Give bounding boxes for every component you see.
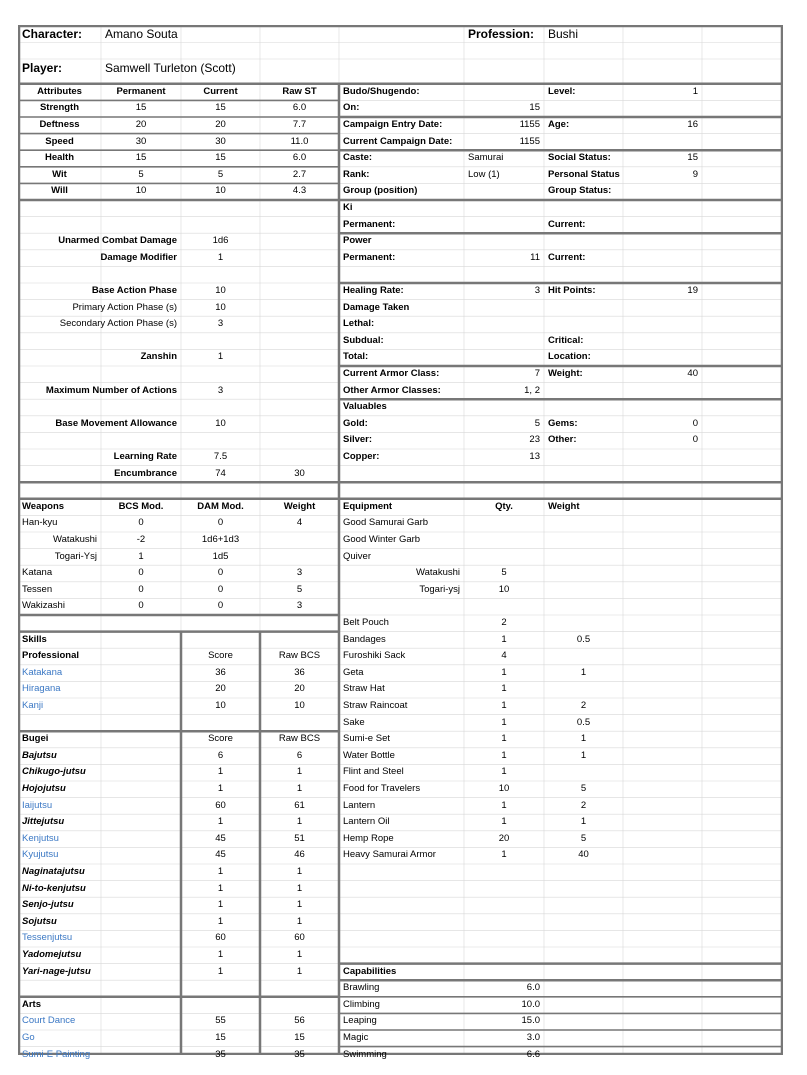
secondary-action-phase-label: Secondary Action Phase (s) bbox=[59, 318, 177, 330]
weapon-value: 4 bbox=[296, 517, 303, 529]
equipment-name: Bandages bbox=[343, 633, 386, 645]
equipment-name: Good Samurai Garb bbox=[343, 517, 429, 529]
skill-score: 45 bbox=[215, 832, 226, 844]
gold-label: Gold: bbox=[343, 417, 368, 429]
weapon-value: 0 bbox=[217, 567, 224, 579]
bugei-header: Score bbox=[208, 733, 233, 745]
skill-name: Sojutsu bbox=[22, 915, 57, 927]
equipment-weight: 0.5 bbox=[576, 633, 591, 645]
other-label: Other: bbox=[548, 434, 577, 446]
base-movement-label: Base Movement Allowance bbox=[55, 417, 177, 429]
skill-score: 36 bbox=[215, 666, 226, 678]
skill-score: 1 bbox=[217, 899, 224, 911]
damage-label: Damage Taken bbox=[343, 301, 410, 313]
skill-raw-bcs: 1 bbox=[296, 816, 303, 828]
weapon-name: Watakushi bbox=[53, 534, 97, 545]
equipment-qty: 1 bbox=[501, 716, 507, 728]
skill-score: 35 bbox=[215, 1048, 226, 1060]
social: 15 bbox=[687, 152, 698, 164]
arts-header: Arts bbox=[22, 998, 42, 1010]
attr-value: 30 bbox=[135, 135, 147, 147]
current-date: 1155 bbox=[519, 135, 540, 147]
weapon-value: 0 bbox=[138, 583, 144, 595]
player-label: Player: bbox=[22, 61, 63, 75]
capability-value: 6.6 bbox=[526, 1048, 540, 1060]
capability-name: Swimming bbox=[343, 1048, 387, 1060]
equipment-qty: 4 bbox=[501, 650, 507, 662]
zanshin-label: Zanshin bbox=[140, 351, 177, 363]
skill-raw-bcs: 1 bbox=[296, 783, 303, 794]
weapon-value: 0 bbox=[217, 517, 224, 529]
power-perm: 11 bbox=[530, 251, 540, 263]
unarmed-damage-label: Unarmed Combat Damage bbox=[58, 235, 177, 247]
skill-raw-bcs: 46 bbox=[294, 849, 305, 861]
skill-score: 1 bbox=[217, 816, 224, 828]
skill-raw-bcs: 60 bbox=[294, 932, 305, 944]
professional-header: Raw BCS bbox=[278, 650, 321, 662]
damage-modifier-value: 1 bbox=[217, 251, 224, 263]
power-perm-label: Permanent: bbox=[343, 251, 396, 263]
skill-raw-bcs: 20 bbox=[294, 683, 305, 695]
attr-value: 10 bbox=[135, 185, 147, 197]
equipment-name: Togari-ysj bbox=[419, 583, 460, 595]
copper: 13 bbox=[529, 451, 540, 462]
attr-header: Raw ST bbox=[282, 85, 317, 97]
skill-name: Kenjutsu bbox=[22, 832, 59, 844]
current-date-label: Current Campaign Date: bbox=[343, 135, 453, 147]
character-sheet bbox=[18, 25, 783, 1060]
skill-name: Court Dance bbox=[22, 1015, 76, 1027]
attr-header: Attributes bbox=[37, 85, 82, 97]
attr-value: 5 bbox=[217, 168, 224, 180]
equipment-header: Qty. bbox=[495, 500, 513, 512]
weapon-value: 3 bbox=[296, 567, 303, 579]
age-label: Age: bbox=[548, 119, 570, 130]
equipment-name: Straw Hat bbox=[343, 683, 385, 695]
attr-name: Speed bbox=[45, 135, 74, 147]
equipment-weight: 0.5 bbox=[576, 716, 591, 728]
professional-header: Score bbox=[208, 650, 233, 662]
equipment-qty: 1 bbox=[501, 666, 507, 678]
weight-label: Weight: bbox=[548, 368, 583, 379]
weapon-value bbox=[264, 551, 335, 563]
ki-cur-label: Current: bbox=[548, 218, 586, 230]
capabilities-title: Capabilities bbox=[343, 965, 397, 977]
equipment-name: Belt Pouch bbox=[343, 617, 389, 628]
location-label: Location: bbox=[548, 351, 591, 363]
skill-name: Iaijutsu bbox=[22, 799, 53, 811]
skill-raw-bcs: 1 bbox=[296, 915, 303, 927]
equipment-qty: 10 bbox=[498, 583, 510, 595]
age: 16 bbox=[687, 119, 698, 130]
weapon-name: Katana bbox=[22, 567, 53, 579]
attr-value: 15 bbox=[135, 152, 147, 164]
skill-name: Jittejutsu bbox=[22, 816, 65, 828]
attr-name: Health bbox=[44, 152, 75, 164]
skill-name: Yadomejutsu bbox=[22, 949, 82, 960]
capability-value: 15.0 bbox=[521, 1015, 540, 1027]
skill-score: 60 bbox=[215, 799, 226, 811]
attr-header: Permanent bbox=[116, 85, 166, 97]
skill-score: 1 bbox=[217, 965, 224, 977]
encumbrance-value: 74 bbox=[215, 467, 226, 479]
equipment-name: Straw Raincoat bbox=[343, 700, 408, 711]
skill-score: 1 bbox=[217, 866, 224, 877]
skill-raw-bcs: 10 bbox=[294, 700, 305, 711]
equipment-weight: 40 bbox=[578, 849, 589, 861]
capability-name: Climbing bbox=[343, 998, 380, 1010]
gems-label: Gems: bbox=[548, 417, 578, 429]
skill-score: 6 bbox=[217, 749, 224, 761]
level-label: Level: bbox=[548, 85, 576, 97]
secondary-action-phase-value: 3 bbox=[217, 318, 224, 330]
on: 15 bbox=[529, 102, 540, 114]
skill-raw-bcs: 1 bbox=[296, 882, 303, 894]
weapons-header: Weight bbox=[283, 500, 316, 512]
weapon-value: 1d5 bbox=[212, 550, 229, 562]
weapons-header: Weapons bbox=[22, 500, 65, 512]
equipment-weight: 1 bbox=[580, 816, 587, 828]
gems: 0 bbox=[692, 417, 698, 429]
profession-value: Bushi bbox=[548, 27, 579, 41]
entry-label: Campaign Entry Date: bbox=[343, 119, 443, 130]
other: 0 bbox=[692, 434, 698, 446]
attr-value: 30 bbox=[215, 135, 226, 147]
equipment-weight: 1 bbox=[580, 666, 587, 678]
encumbrance-label: Encumbrance bbox=[114, 467, 177, 479]
attr-value: 20 bbox=[135, 119, 147, 130]
skill-name: Ni-to-kenjutsu bbox=[22, 882, 86, 894]
equipment-weight: 2 bbox=[580, 700, 587, 711]
weapons-header: BCS Mod. bbox=[118, 500, 164, 512]
character-name: Amano Souta bbox=[105, 27, 178, 41]
equipment-weight: 5 bbox=[580, 832, 587, 844]
on-label: On: bbox=[343, 102, 360, 114]
weapon-name: Wakizashi bbox=[22, 600, 65, 612]
caste-label: Caste: bbox=[343, 152, 373, 164]
equipment-qty: 1 bbox=[501, 683, 507, 695]
max-actions-label: Maximum Number of Actions bbox=[45, 384, 177, 396]
skill-raw-bcs: 6 bbox=[296, 749, 303, 761]
equipment-weight: 5 bbox=[580, 783, 587, 794]
weapon-name: Han-kyu bbox=[22, 517, 58, 529]
skill-raw-bcs: 35 bbox=[294, 1048, 305, 1060]
weapon-value: 5 bbox=[296, 583, 303, 595]
equipment-name: Heavy Samurai Armor bbox=[343, 849, 436, 861]
skill-score: 1 bbox=[217, 783, 224, 794]
capability-name: Leaping bbox=[343, 1015, 377, 1027]
other-ac: 1, 2 bbox=[524, 384, 540, 396]
profession-label: Profession: bbox=[468, 27, 535, 41]
silver: 23 bbox=[529, 434, 540, 446]
learning-rate-label: Learning Rate bbox=[113, 451, 177, 462]
rank: Low (1) bbox=[468, 168, 500, 180]
weapon-value: 0 bbox=[217, 600, 224, 612]
equipment-qty: 1 bbox=[501, 849, 507, 861]
equipment-name: Water Bottle bbox=[343, 749, 395, 761]
level: 1 bbox=[692, 85, 698, 97]
skill-score: 10 bbox=[215, 700, 226, 711]
equipment-name: Watakushi bbox=[416, 567, 460, 579]
weapon-value: -2 bbox=[136, 534, 146, 545]
copper-label: Copper: bbox=[343, 451, 380, 462]
hp: 19 bbox=[687, 285, 698, 296]
caste: Samurai bbox=[468, 152, 504, 164]
learning-rate-value: 7.5 bbox=[213, 451, 228, 462]
attr-value: 4.3 bbox=[292, 185, 307, 197]
group-label: Group (position) bbox=[343, 185, 418, 197]
skill-raw-bcs: 36 bbox=[294, 666, 305, 678]
healing: 3 bbox=[534, 285, 540, 296]
attr-value: 6.0 bbox=[292, 102, 307, 114]
damage-modifier-label: Damage Modifier bbox=[100, 251, 177, 263]
equipment-name: Quiver bbox=[343, 550, 371, 562]
budo-label: Budo/Shugendo: bbox=[343, 85, 420, 97]
skill-score: 45 bbox=[215, 849, 226, 861]
weapon-value: 1d6+1d3 bbox=[201, 534, 240, 545]
equipment-qty: 10 bbox=[498, 783, 510, 794]
weapons-header: DAM Mod. bbox=[197, 500, 244, 512]
skill-raw-bcs: 15 bbox=[294, 1032, 305, 1043]
base-movement-value: 10 bbox=[215, 417, 226, 429]
other-ac-label: Other Armor Classes: bbox=[343, 384, 441, 396]
bugei-header: Bugei bbox=[22, 733, 49, 745]
player-name: Samwell Turleton (Scott) bbox=[105, 61, 236, 75]
weapon-value: 0 bbox=[138, 567, 144, 579]
skill-raw-bcs: 1 bbox=[296, 866, 303, 877]
attr-header: Current bbox=[203, 85, 238, 97]
skill-score: 60 bbox=[215, 932, 226, 944]
weapon-name: Togari-Ysj bbox=[54, 550, 97, 562]
skill-score: 20 bbox=[215, 683, 226, 695]
social-label: Social Status: bbox=[548, 152, 611, 164]
equipment-qty: 20 bbox=[498, 832, 510, 844]
valuables-label: Valuables bbox=[343, 401, 387, 413]
equipment-name: Geta bbox=[343, 666, 364, 678]
skill-raw-bcs: 1 bbox=[296, 949, 303, 960]
max-actions-value: 3 bbox=[217, 384, 224, 396]
equipment-qty: 1 bbox=[501, 733, 507, 745]
ki-perm-label: Permanent: bbox=[343, 218, 396, 230]
skill-score: 15 bbox=[215, 1032, 226, 1043]
attr-value: 2.7 bbox=[292, 168, 307, 180]
unarmed-damage-value: 1d6 bbox=[212, 235, 229, 247]
equipment-header: Equipment bbox=[343, 500, 393, 512]
gold: 5 bbox=[534, 417, 540, 429]
ac-label: Current Armor Class: bbox=[343, 368, 440, 379]
silver-label: Silver: bbox=[343, 434, 373, 446]
group-status-label: Group Status: bbox=[548, 185, 612, 197]
equipment-weight: 1 bbox=[580, 733, 587, 745]
equipment-qty: 1 bbox=[501, 816, 507, 828]
attr-value: 15 bbox=[215, 152, 226, 164]
skill-name: Kanji bbox=[22, 700, 44, 711]
personal-label: Personal Status bbox=[548, 168, 620, 180]
attr-name: Wit bbox=[52, 168, 67, 180]
capability-value: 6.0 bbox=[526, 982, 540, 994]
skills-title: Skills bbox=[22, 633, 47, 645]
personal: 9 bbox=[692, 168, 698, 180]
skill-name: Naginatajutsu bbox=[22, 866, 85, 877]
critical-label: Critical: bbox=[548, 334, 584, 346]
skill-score: 1 bbox=[217, 766, 224, 778]
capability-name: Magic bbox=[343, 1032, 369, 1043]
skill-raw-bcs: 56 bbox=[294, 1015, 305, 1027]
equipment-name: Sumi-e Set bbox=[343, 733, 390, 745]
weapon-value: 0 bbox=[138, 600, 144, 612]
attr-value: 15 bbox=[135, 102, 147, 114]
skill-score: 55 bbox=[215, 1015, 226, 1027]
skill-name: Senjo-jutsu bbox=[22, 899, 74, 911]
subdual-label: Subdual: bbox=[343, 334, 384, 346]
equipment-qty: 1 bbox=[501, 766, 507, 778]
equipment-qty: 1 bbox=[501, 799, 507, 811]
skill-score: 1 bbox=[217, 882, 224, 894]
weapon-value bbox=[264, 534, 335, 546]
skill-raw-bcs: 1 bbox=[296, 766, 303, 778]
weapon-name: Tessen bbox=[22, 583, 53, 595]
attr-value: 7.7 bbox=[292, 119, 307, 130]
equipment-name: Flint and Steel bbox=[343, 766, 404, 778]
attr-value: 11.0 bbox=[290, 135, 309, 147]
encumbrance-limit: 30 bbox=[294, 467, 305, 479]
total-label: Total: bbox=[343, 351, 369, 363]
skill-raw-bcs: 1 bbox=[296, 899, 303, 911]
lethal-label: Lethal: bbox=[343, 318, 375, 330]
weight: 40 bbox=[687, 368, 698, 379]
attr-value: 5 bbox=[138, 168, 144, 180]
primary-action-phase-value: 10 bbox=[215, 301, 226, 313]
capability-value: 10.0 bbox=[521, 998, 540, 1010]
skill-score: 1 bbox=[217, 915, 224, 927]
ac: 7 bbox=[534, 368, 540, 379]
equipment-header: Weight bbox=[548, 500, 580, 512]
attr-value: 10 bbox=[215, 185, 226, 197]
attr-name: Will bbox=[51, 185, 68, 197]
skill-raw-bcs: 61 bbox=[294, 799, 305, 811]
skill-name: Yari-nage-jutsu bbox=[22, 965, 91, 977]
capability-name: Brawling bbox=[343, 982, 380, 994]
power-cur-label: Current: bbox=[548, 251, 586, 263]
skill-score: 1 bbox=[217, 949, 224, 960]
attr-name: Strength bbox=[39, 102, 80, 114]
equipment-name: Lantern Oil bbox=[343, 816, 390, 828]
character-label: Character: bbox=[22, 27, 83, 41]
ki-label: Ki bbox=[343, 202, 353, 213]
base-action-phase-value: 10 bbox=[215, 285, 226, 296]
skill-name: Bajutsu bbox=[22, 749, 57, 761]
professional-header: Professional bbox=[22, 650, 80, 662]
equipment-name: Food for Travelers bbox=[343, 783, 421, 794]
attr-value: 15 bbox=[215, 102, 226, 114]
weapon-value: 0 bbox=[217, 583, 224, 595]
skill-name: Tessenjutsu bbox=[22, 932, 73, 944]
rank-label: Rank: bbox=[343, 168, 370, 180]
attr-name: Deftness bbox=[39, 119, 80, 130]
attr-value: 20 bbox=[215, 119, 226, 130]
equipment-name: Hemp Rope bbox=[343, 832, 394, 844]
equipment-qty: 1 bbox=[501, 633, 507, 645]
skill-raw-bcs: 51 bbox=[294, 832, 305, 844]
bugei-header: Raw BCS bbox=[278, 733, 321, 745]
healing-label: Healing Rate: bbox=[343, 285, 404, 296]
entry: 1155 bbox=[519, 119, 540, 130]
equipment-qty: 5 bbox=[501, 567, 507, 579]
skill-name: Kyujutsu bbox=[22, 849, 59, 861]
equipment-name: Sake bbox=[343, 716, 365, 728]
skill-name: Go bbox=[22, 1032, 35, 1043]
capability-value: 3.0 bbox=[526, 1032, 540, 1043]
primary-action-phase-label: Primary Action Phase (s) bbox=[72, 301, 177, 313]
equipment-weight: 2 bbox=[580, 799, 587, 811]
equipment-name: Good Winter Garb bbox=[343, 534, 421, 545]
skill-name: Sumi-E Painting bbox=[22, 1048, 91, 1060]
power-label: Power bbox=[343, 235, 372, 247]
equipment-name: Furoshiki Sack bbox=[343, 650, 406, 662]
zanshin-value: 1 bbox=[217, 351, 224, 363]
attr-value: 6.0 bbox=[292, 152, 307, 164]
skill-name: Hiragana bbox=[22, 683, 61, 695]
equipment-name: Lantern bbox=[343, 799, 376, 811]
equipment-qty: 2 bbox=[501, 617, 507, 628]
weapon-value: 0 bbox=[138, 517, 144, 529]
equipment-qty: 1 bbox=[501, 700, 507, 711]
equipment-qty: 1 bbox=[501, 749, 507, 761]
skill-name: Chikugo-jutsu bbox=[22, 766, 86, 778]
skill-raw-bcs: 1 bbox=[296, 965, 303, 977]
weapon-value: 3 bbox=[296, 600, 303, 612]
hp-label: Hit Points: bbox=[548, 285, 596, 296]
skill-name: Hojojutsu bbox=[22, 783, 66, 794]
weapon-value: 1 bbox=[138, 550, 144, 562]
equipment-weight: 1 bbox=[580, 749, 587, 761]
skill-name: Katakana bbox=[22, 666, 63, 678]
base-action-phase-label: Base Action Phase bbox=[91, 285, 177, 296]
